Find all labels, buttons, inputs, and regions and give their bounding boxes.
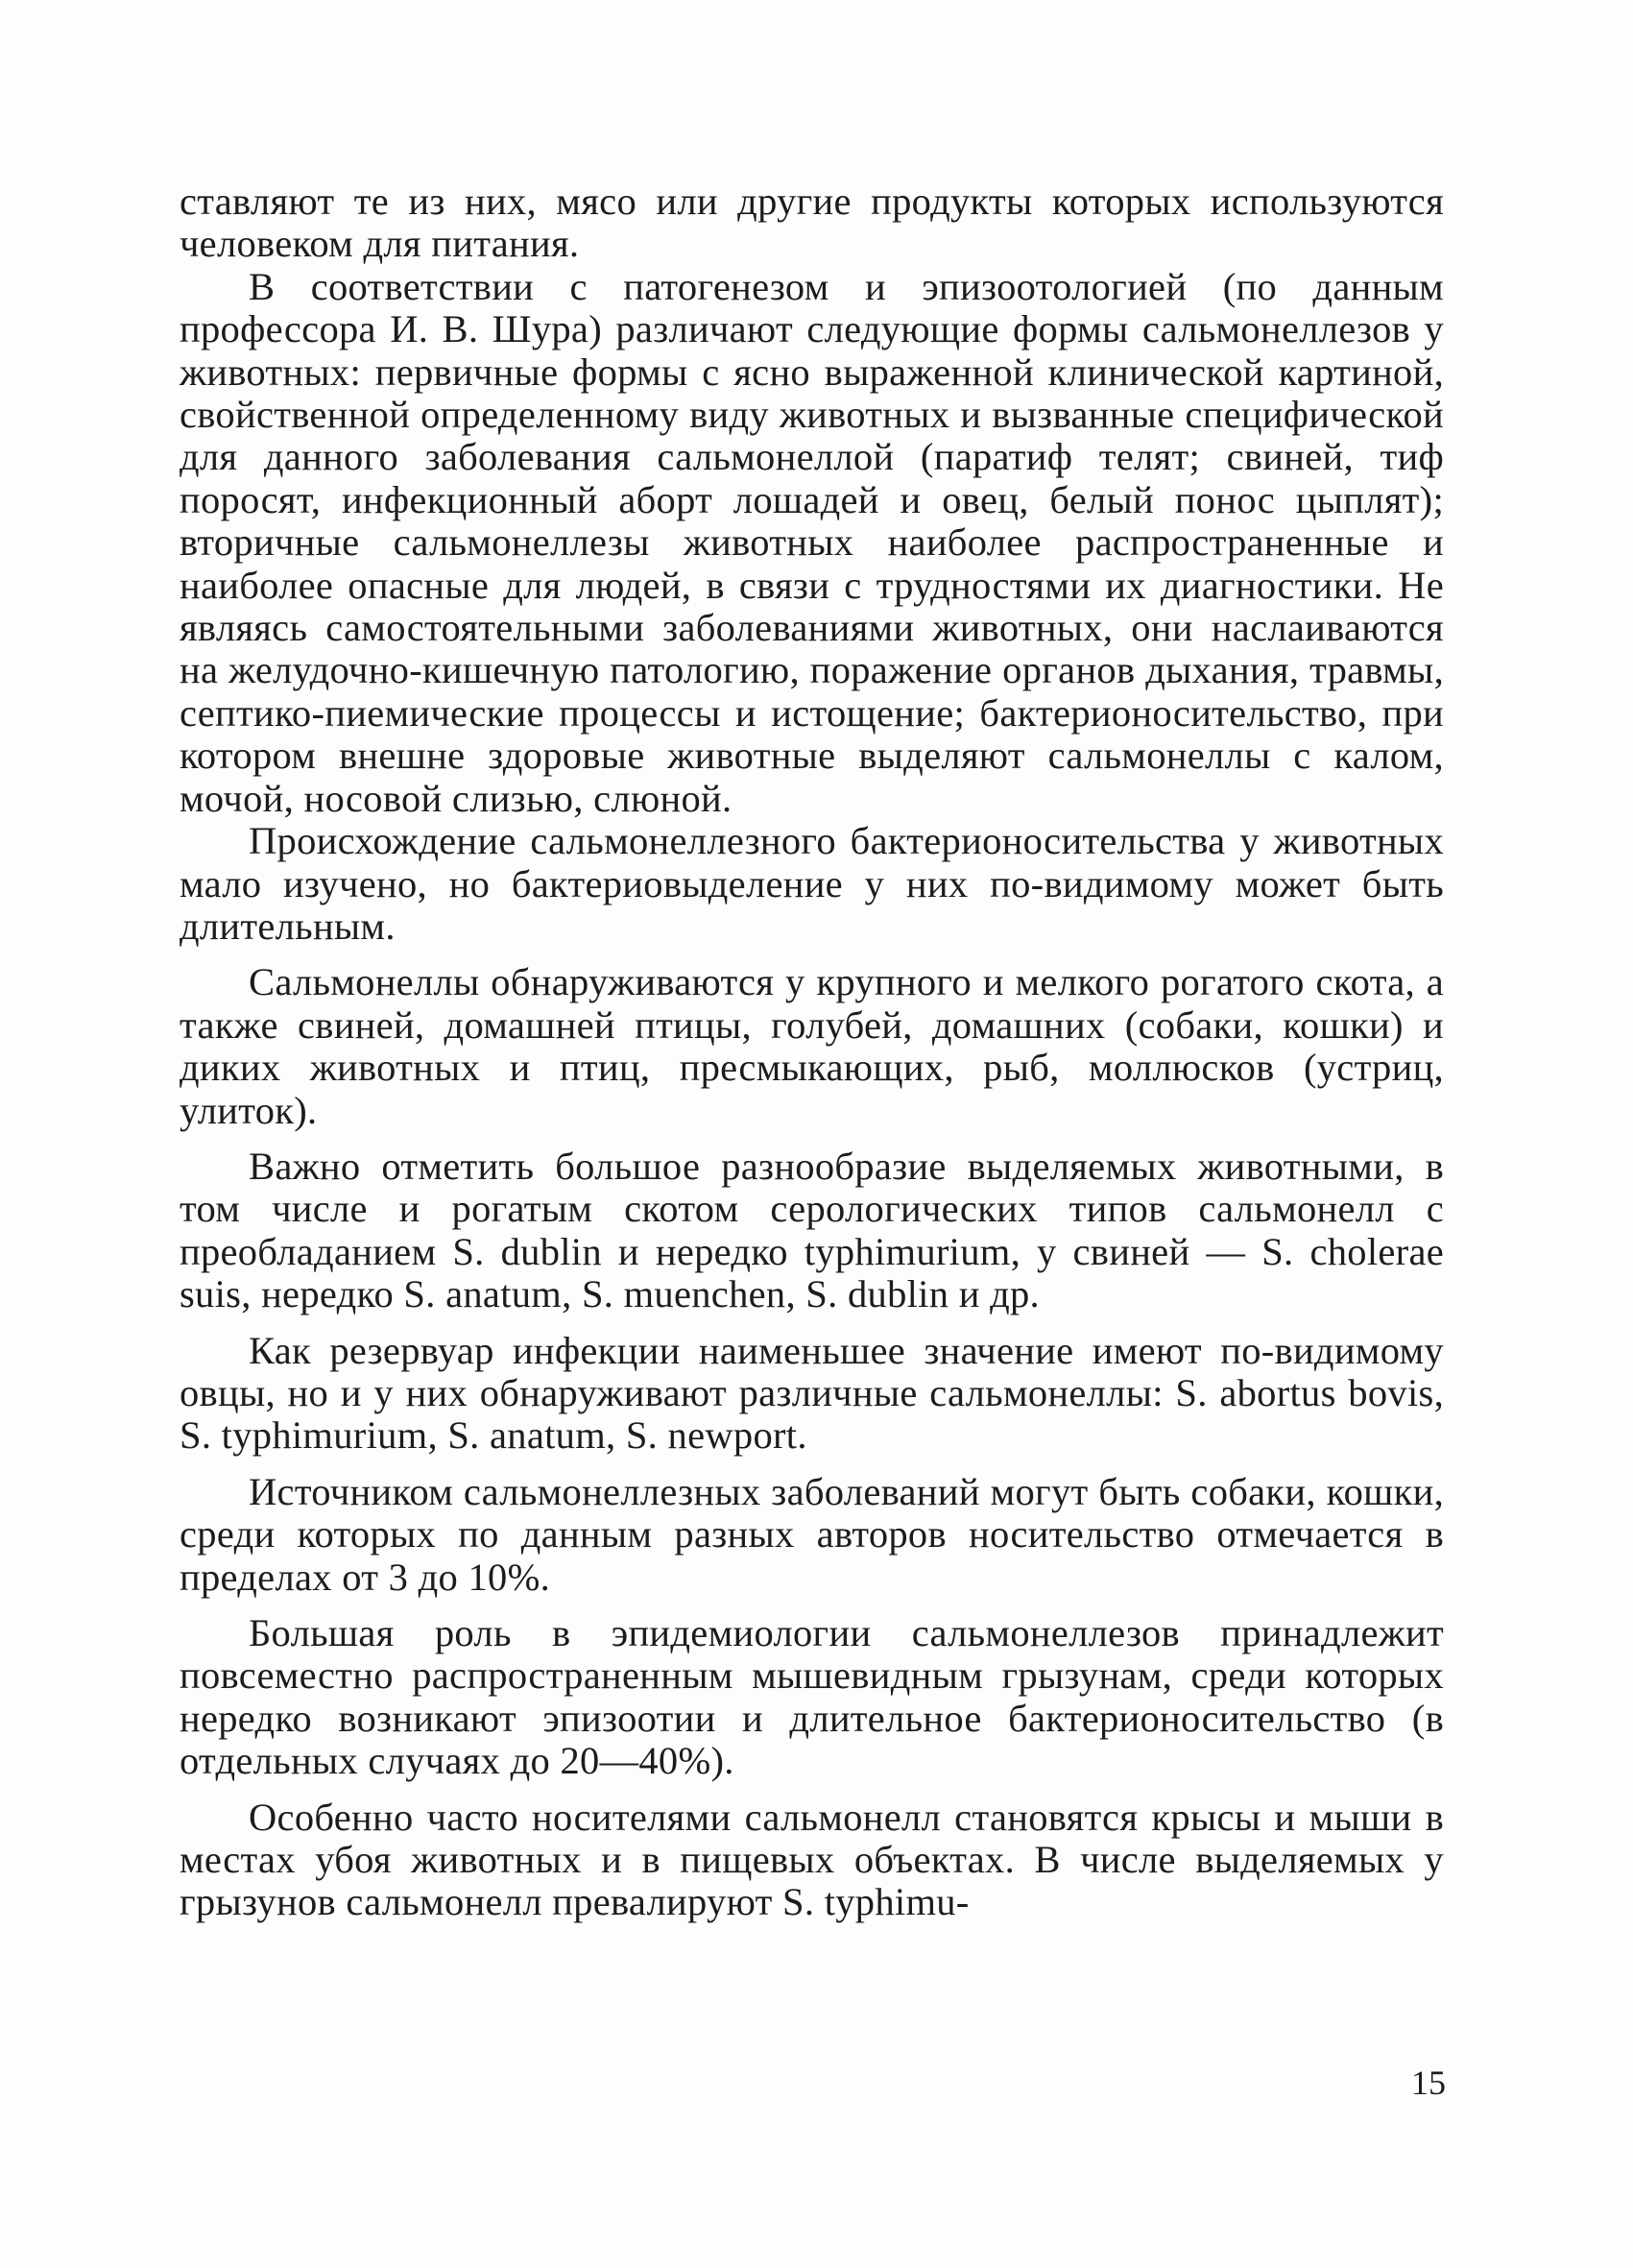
- paragraph-6: Как резервуар инфекции наименьшее значение имеют по-видимому овцы, но и у них обнаруживают различные сальмонеллы: S. abortus bovis, S. typhimurium, S. anatum, S. newport.: [180, 1328, 1444, 1458]
- body-text: [180, 181, 1444, 1924]
- paragraph-3: Происхождение сальмонеллезного бактерионосительства у животных мало изучено, но бактериовыделение у них по-видимому может быть длительным.: [180, 819, 1444, 948]
- paragraph-7: Источником сальмонеллезных заболеваний могут быть собаки, кошки, среди которых по данным разных авторов носительство отмечается в пределах от 3 до 10%.: [180, 1469, 1444, 1599]
- paragraph-9: Особенно часто носителями сальмонелл становятся крысы и мыши в местах убоя животных и в пищевых объектах. В числе выделяемых у грызунов сальмонелл превалируют S. typhimu-: [180, 1795, 1444, 1924]
- paragraph-1: ставляют те из них, мясо или другие продукты которых используются человеком для питания.: [180, 180, 1444, 266]
- paragraph-5: Важно отметить большое разнообразие выделяемых животными, в том числе и рогатым скотом серологических типов сальмонелл с преобладанием S. dublin и нередко typhimurium, у свиней — S. cholerae suis, нередко S. anatum, S. muenchen, S. dublin и др.: [180, 1144, 1444, 1316]
- page-number: 15: [1411, 2063, 1446, 2102]
- paragraph-8: Большая роль в эпидемиологии сальмонеллезов принадлежит повсеместно распространенным мышевидным грызунам, среди которых нередко возникают эпизоотии и длительное бактерионосительство (в отдельных случаях до 20—40%).: [180, 1611, 1444, 1783]
- paragraph-2: В соответствии с патогенезом и эпизоотологией (по данным профессора И. В. Шура) различают следующие формы сальмонеллезов у животных: первичные формы с ясно выраженной клинической картиной, свойственной определенному виду животных и вызванные специфической для данного заболевания сальмонеллой (паратиф телят; свиней, тиф поросят, инфекционный аборт лошадей и овец, белый понос цыплят); вторичные сальмонеллезы животных наиболее распространенные и наиболее опасные для людей, в связи с трудностями их диагностики. Не являясь самостоятельными заболеваниями животных, они наслаиваются на желудочно-кишечную патологию, поражение органов дыхания, травмы, септико-пиемические процессы и истощение; бактерионосительство, при котором внешне здоровые животные выделяют сальмонеллы с калом, мочой, носовой слизью, слюной.: [180, 264, 1444, 820]
- paragraph-4: Сальмонеллы обнаруживаются у крупного и мелкого рогатого скота, а также свиней, домашней птицы, голубей, домашних (собаки, кошки) и диких животных и птиц, пресмыкающих, рыб, моллюсков (устриц, улиток).: [180, 960, 1444, 1132]
